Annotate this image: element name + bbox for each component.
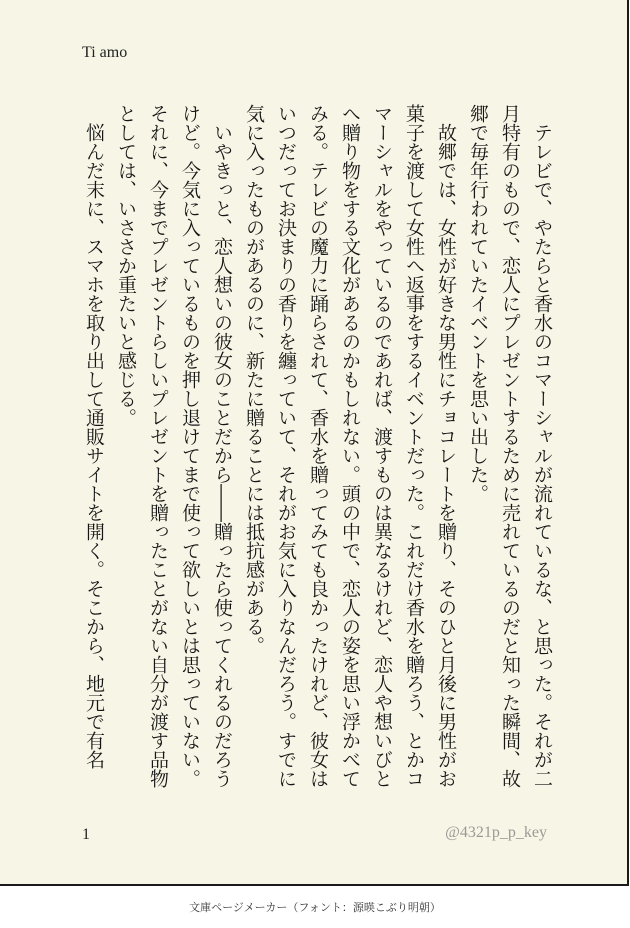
page-title: Ti amo (82, 44, 128, 61)
paragraph: 故郷では、女性が好きな男性にチョコレートを贈り、そのひと月後に男性がお菓子を渡して女性へ返事をするイベントだった。これだけ香水を贈ろう、とかコマーシャルをやっているのであれば、渡すものは異なるけれど、恋人や想いびとへ贈り物をする文化があるのかもしれない。頭の中で、恋人の姿を思い浮かべてみる。テレビの魔力に踊らされて、香水を贈ってみても良かったけれど、彼女はいつだってお決まりの香りを纏っていて、それがお気に入りなんだろう。すでに気に入ったものがあるのに、新たに贈ることには抵抗感がある。 (243, 104, 457, 788)
body-text-area (70, 104, 558, 796)
author-handle: @4321p_p_key (445, 824, 547, 841)
paragraph: テレビで、やたらと香水のコマーシャルが流れているな、と思った。それが二月特有のもので、恋人にプレゼントするために売れているのだと知った瞬間、故郷で毎年行われていたイベントを思い出した。 (467, 104, 553, 788)
vertical-body-text (70, 104, 558, 796)
footer-credit: 文庫ページメーカー（フォント：源暎こぶり明朝） (189, 901, 441, 914)
paragraph: 悩んだ末に、スマホを取り出して通販サイトを開く。そこから、地元で有名 (83, 123, 105, 769)
page-number: 1 (82, 826, 90, 843)
paragraph: いやきっと、恋人想いの彼女のことだから――贈ったら使ってくれるのだろうけど。今気に入っているものを押し退けてまで使って欲しいとは思っていない。それに、今までプレゼントらしいプレゼントを贈ったことがない自分が渡す品物としては、いささか重たいと感じる。 (115, 104, 233, 788)
